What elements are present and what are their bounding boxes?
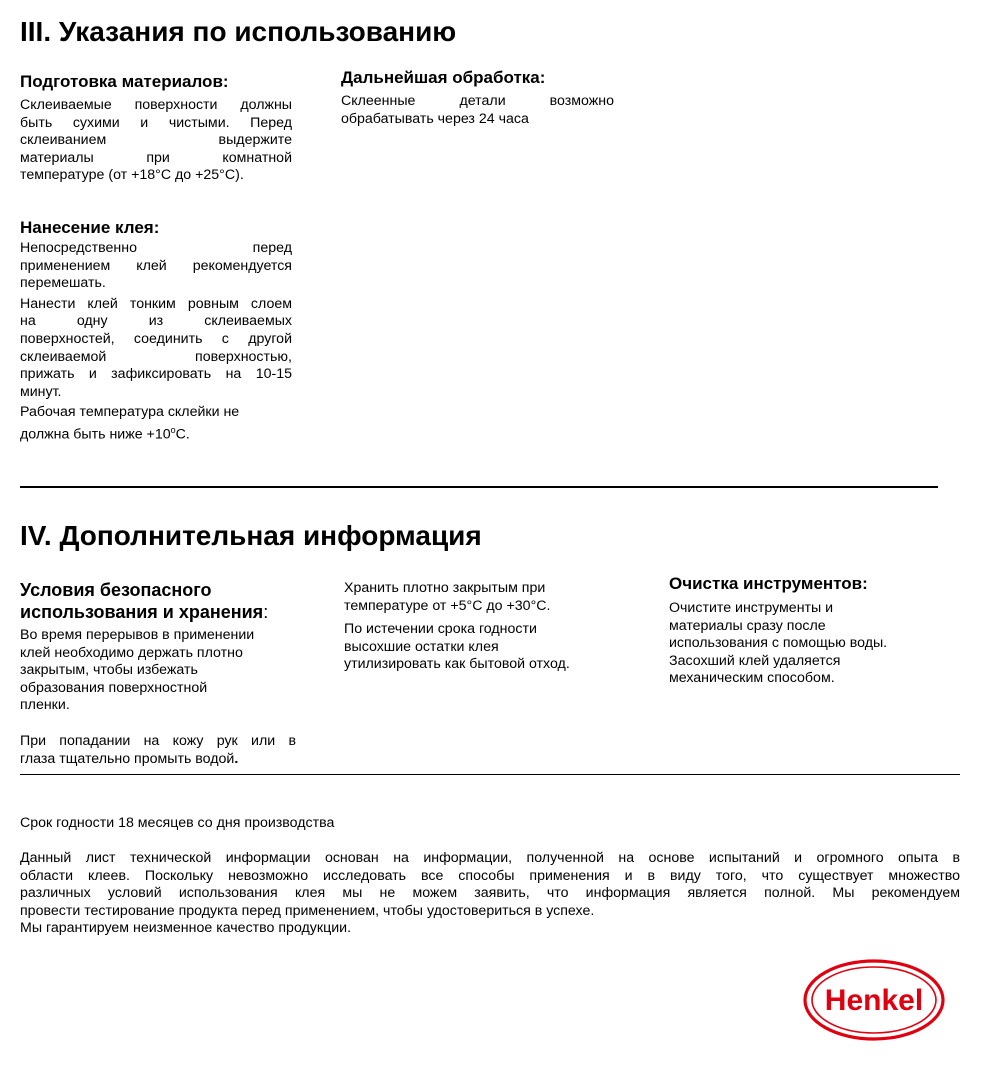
prep-line: материалы при комнатной bbox=[20, 149, 292, 166]
application-line: перемешать. bbox=[20, 275, 106, 292]
application-line: минут. bbox=[20, 383, 62, 400]
application-line: на одну из склеиваемых bbox=[20, 313, 292, 330]
storage-line: пленки. bbox=[20, 697, 70, 714]
prep-line: температуре (от +18°C до +25°C). bbox=[20, 167, 244, 184]
section-3-title: III. Указания по использованию bbox=[20, 16, 457, 47]
disclaimer-line: области клеев. Поскольку невозможно исследовать все способы применения и в виду того, что существует множество bbox=[20, 867, 960, 884]
section-4-title: IV. Дополнительная информация bbox=[20, 520, 482, 551]
storage-block bbox=[20, 579, 296, 768]
application-line: Рабочая температура склейки не bbox=[20, 404, 240, 421]
disclaimer-line: Мы гарантируем неизменное качество продукции. bbox=[20, 920, 352, 937]
henkel-logo bbox=[802, 958, 946, 1042]
prep-line: быть сухими и чистыми. Перед bbox=[20, 114, 292, 131]
cleaning-line: Засохший клей удаляется bbox=[669, 652, 841, 669]
application-line: Непосредственно перед bbox=[20, 240, 292, 256]
further-block bbox=[341, 68, 614, 128]
application-line bbox=[20, 422, 292, 444]
storage-middle-block bbox=[344, 580, 609, 674]
cleaning-line: использования с помощью воды. bbox=[669, 635, 888, 652]
prep-line: склеиванием выдержите bbox=[20, 132, 292, 149]
storage-line: закрытым, чтобы избежать bbox=[20, 662, 198, 679]
storage-line: клей необходимо держать плотно bbox=[20, 644, 243, 661]
cleaning-line: Очистите инструменты и bbox=[669, 600, 834, 616]
section-divider bbox=[20, 486, 938, 488]
shelf-life-text: Срок годности 18 месяцев со дня производства bbox=[20, 815, 335, 831]
middle-line: высохшие остатки клея bbox=[344, 638, 499, 655]
storage-heading-line bbox=[20, 601, 296, 623]
further-heading: Дальнейшая обработка: bbox=[341, 68, 546, 87]
middle-line: температуре от +5°C до +30°C. bbox=[344, 597, 551, 614]
cleaning-block bbox=[669, 574, 939, 688]
middle-line: Хранить плотно закрытым при bbox=[344, 580, 546, 596]
footer-divider bbox=[20, 774, 960, 775]
storage-heading-text: использования и хранения bbox=[20, 602, 264, 622]
storage-line: Во время перерывов в применении bbox=[20, 627, 255, 643]
application-block bbox=[20, 218, 292, 444]
disclaimer-block bbox=[20, 850, 960, 938]
prep-block bbox=[20, 72, 292, 185]
application-line: Нанести клей тонким ровным слоем bbox=[20, 295, 292, 312]
cleaning-heading: Очистка инструментов: bbox=[669, 574, 868, 593]
disclaimer-line: провести тестирование продукта перед применением, чтобы удостовериться в успехе. bbox=[20, 902, 595, 919]
application-heading: Нанесение клея: bbox=[20, 218, 160, 237]
application-line: прижать и зафиксировать на 10-15 bbox=[20, 366, 292, 383]
middle-line: утилизировать как бытовой отход. bbox=[344, 656, 570, 673]
storage-warning-text: глаза тщательно промыть водой bbox=[20, 750, 235, 767]
storage-line bbox=[20, 751, 296, 769]
storage-heading-colon: : bbox=[263, 602, 269, 622]
prep-heading: Подготовка материалов: bbox=[20, 72, 229, 91]
degree-superscript: o bbox=[170, 424, 176, 435]
further-line: обрабатывать через 24 часа bbox=[341, 110, 529, 127]
further-line: Склеенные детали возможно bbox=[341, 93, 614, 109]
storage-heading-line: Условия безопасного bbox=[20, 580, 212, 600]
storage-warning-dot: . bbox=[234, 750, 239, 767]
storage-line: образования поверхностной bbox=[20, 679, 208, 696]
disclaimer-line: различных условий использования клея мы не можем заявить, что информация является полной. Мы рекомендуем bbox=[20, 885, 960, 902]
logo-text: Henkel bbox=[824, 984, 924, 1017]
prep-line: Склеиваемые поверхности должны bbox=[20, 97, 292, 113]
disclaimer-line: Данный лист технической информации основан на информации, полученной на основе испытаний и огромного опыта в bbox=[20, 850, 960, 866]
cleaning-line: материалы сразу после bbox=[669, 617, 826, 634]
application-line: применением клей рекомендуется bbox=[20, 257, 292, 274]
application-temp-text: должна быть ниже +10 bbox=[20, 426, 171, 443]
storage-line: При попадании на кожу рук или в bbox=[20, 732, 296, 749]
application-line: склеиваемой поверхностью, bbox=[20, 348, 292, 365]
middle-line: По истечении срока годности bbox=[344, 621, 537, 638]
application-temp-unit: С. bbox=[175, 426, 190, 443]
cleaning-line: механическим способом. bbox=[669, 670, 835, 687]
application-line: поверхностей, соединить с другой bbox=[20, 330, 292, 347]
